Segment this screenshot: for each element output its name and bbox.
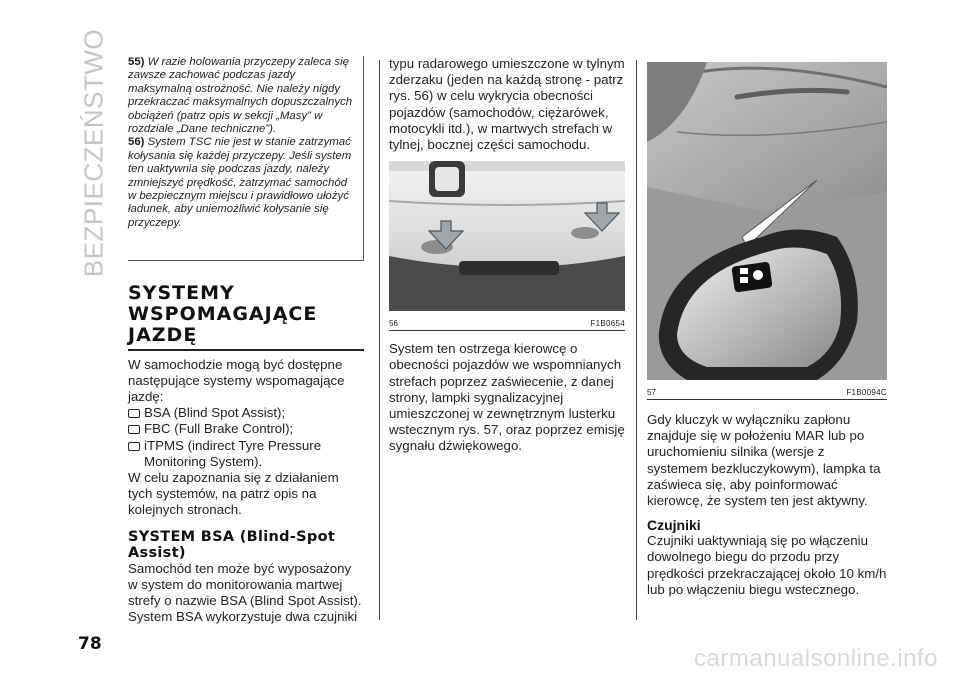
column-divider: [636, 60, 637, 620]
figure-57: [647, 62, 887, 400]
side-mirror-image: [647, 62, 887, 380]
section-title: BEZPIECZEŃSTWO: [78, 28, 109, 278]
column-2: [389, 56, 625, 455]
col2-top-text: typu radarowego umieszczone w tylnym zderzaku (jeden na każdą stronę - patrz rys. 56) w celu wykrycia obecności pojazdów (samochodów, ciężarówek, motocykli itd.), w martwych strefach w tylnej, bocznej części samochodu.: [389, 56, 625, 153]
note-56: 56) System TSC nie jest w stanie zatrzymać kołysania się każdej przyczepy. Jeśli system ten uaktywnia się podczas jazdy, należy zmniejszyć prędkość, zatrzymać samochód w bezpiecznym miejscu i prawidłowo ułożyć ładunek, aby uniemożliwić kołysanie się przyczepy.: [128, 136, 352, 229]
figure-number: 57: [647, 388, 656, 397]
col3-text: Gdy kluczyk w wyłączniku zapłonu znajduje się w położeniu MAR lub po uruchomieniu silnika (wersje z systemem bezkluczykowym), lampka ta zaświeca się, aby poinformować kierowcę, że system ten jest aktywny.: [647, 412, 881, 509]
column-divider: [379, 60, 380, 620]
heading-czujniki: Czujniki: [647, 517, 701, 534]
figure-56: [389, 161, 625, 331]
bsa-text: Samochód ten może być wyposażony w system do monitorowania martwej strefy o nazwie BSA (Blind Spot Assist). System BSA wykorzystuje dwa czujniki: [128, 560, 362, 625]
notes-box: [128, 56, 364, 261]
bullet-item: FBC (Full Brake Control);: [128, 421, 364, 437]
heading-rule: [128, 349, 364, 351]
car-icon: [128, 409, 140, 418]
bullet-item: iTPMS (indirect Tyre Pressure Monitoring System).: [128, 438, 364, 470]
figure-code: F1B0654: [590, 319, 625, 329]
figure-caption: [647, 387, 887, 399]
column-3: [647, 62, 887, 598]
heading-bsa: SYSTEM BSA (Blind-Spot Assist): [128, 528, 336, 561]
czujniki-text: Czujniki uaktywniają się po włączeniu dowolnego biegu do przodu przy prędkości przekraczającej około 10 km/h lub po włączeniu biegu wstecznego.: [647, 533, 887, 597]
figure-caption: [389, 318, 625, 330]
intro-text: W samochodzie mogą być dostępne następujące systemy wspomagające jazdę:: [128, 356, 345, 404]
intro-after-text: W celu zapoznania się z działaniem tych systemów, na patrz opis na kolejnych stronach.: [128, 469, 339, 518]
col2-bottom-text: System ten ostrzega kierowcę o obecności pojazdów we wspomnianych strefach poprzez zaświecenie, z danej strony, lampki sygnalizacyjnej umieszczonej w zewnętrznym lusterku wstecznym rys. 57, oraz poprzez emisję sygnału dźwiękowego.: [389, 341, 625, 454]
watermark: carmanualsonline.info: [694, 645, 938, 672]
note-55: 55) W razie holowania przyczepy zaleca się zawsze zachować podczas jazdy maksymalną ostrożność. Nie należy nigdy przekraczać maksymalnych dopuszczalnych obciążeń (patrz opis w sekcji „Masy” w rozdziale „Dane techniczne”).: [128, 56, 353, 136]
column-1: [128, 56, 364, 625]
heading-systemy: SYSTEMY WSPOMAGAJĄCE JAZDĘ: [128, 282, 318, 346]
bullet-item: BSA (Blind Spot Assist);: [128, 405, 364, 421]
car-icon: [128, 425, 140, 434]
rear-bumper-image: [389, 161, 625, 311]
page-number: 78: [78, 634, 102, 654]
section-tab: [74, 28, 114, 278]
figure-code: F1B0094C: [846, 388, 887, 397]
car-icon: [128, 442, 140, 451]
figure-number: 56: [389, 319, 398, 329]
